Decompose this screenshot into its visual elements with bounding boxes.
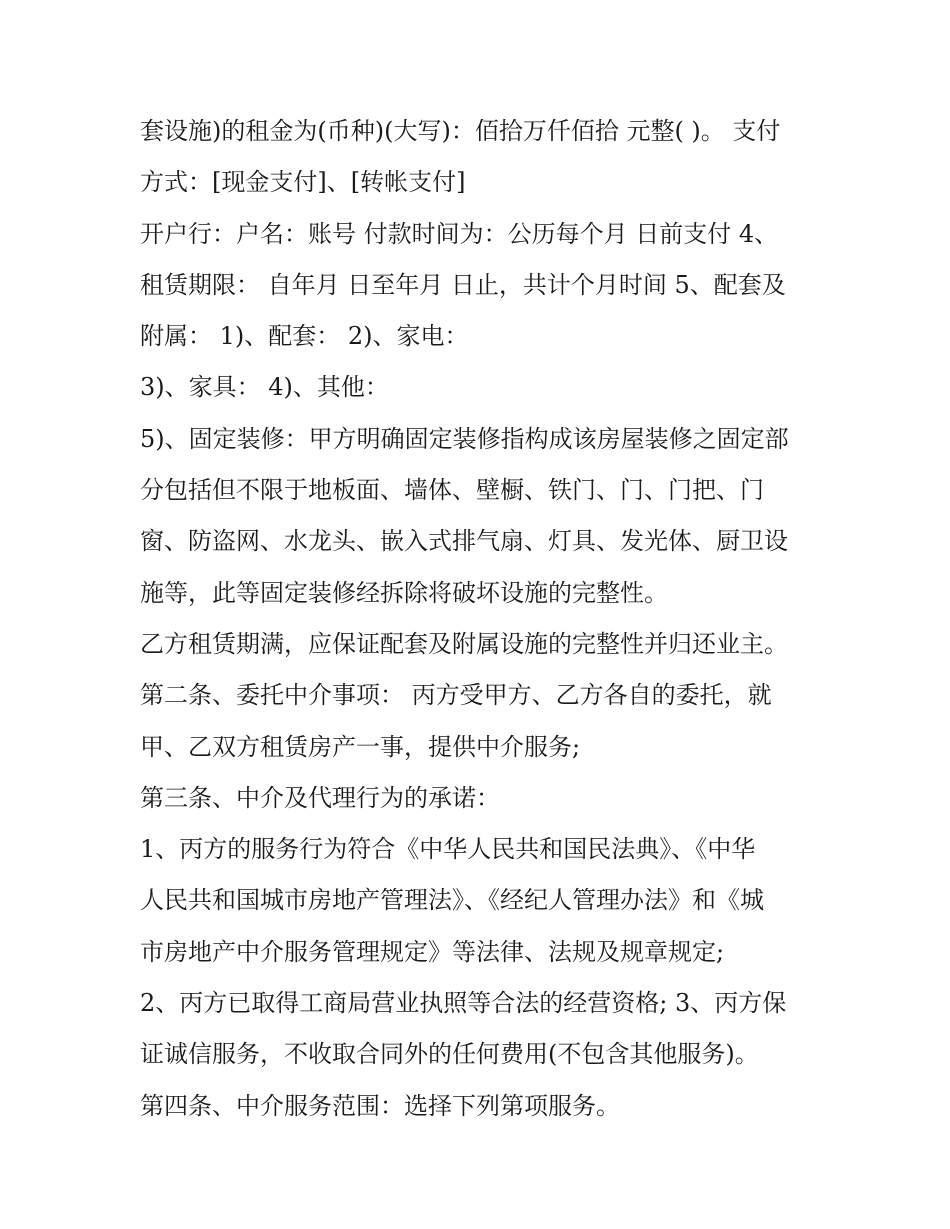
text-line: 套设施)的租金为(币种)(大写)：佰拾万仟佰拾 元整( )。 支付 [140, 117, 781, 145]
text-line: 窗、防盗网、水龙头、嵌入式排气扇、灯具、发光体、厨卫设 [140, 527, 788, 556]
text-line: 第四条、中介服务范围：选择下列第项服务。 [140, 1091, 620, 1120]
text-line: 乙方租赁期满，应保证配套及附属设施的完整性并归还业主。 [140, 629, 788, 658]
text-line: 第三条、中介及代理行为的承诺： [140, 783, 500, 812]
text-line: 2、丙方已取得工商局营业执照等合法的经营资格; 3、丙方保 [140, 989, 787, 1018]
text-line: 开户行：户名：账号 付款时间为：公历每个月 日前支付 4、 [140, 219, 779, 248]
text-line: 租赁期限： 自年月 日至年月 日止，共计个月时间 5、配套及 [140, 270, 786, 299]
document-body [140, 106, 820, 1132]
text-line: 3)、家具： 4)、其他： [140, 373, 389, 402]
text-line: 5)、固定装修：甲方明确固定装修指构成该房屋装修之固定部 [140, 424, 789, 453]
text-line: 证诚信服务，不收取合同外的任何费用(不包含其他服务)。 [140, 1040, 759, 1069]
text-line: 甲、乙双方租赁房产一事，提供中介服务; [140, 732, 581, 761]
text-line: 人民共和国城市房地产管理法》、《经纪人管理办法》和《城 [140, 886, 764, 915]
text-line: 分包括但不限于地板面、墙体、壁橱、铁门、门、门把、门 [140, 476, 764, 505]
text-line: 方式：[现金支付]、[转帐支付] [140, 168, 466, 197]
text-line: 施等，此等固定装修经拆除将破坏设施的完整性。 [140, 578, 668, 607]
text-line: 市房地产中介服务管理规定》等法律、法规及规章规定; [140, 937, 725, 966]
text-line: 第二条、委托中介事项： 丙方受甲方、乙方各自的委托，就 [140, 681, 772, 710]
text-line: 附属： 1)、配套： 2)、家电： [140, 322, 469, 351]
text-line: 1、丙方的服务行为符合《中华人民共和国民法典》、《中华 [140, 835, 756, 864]
